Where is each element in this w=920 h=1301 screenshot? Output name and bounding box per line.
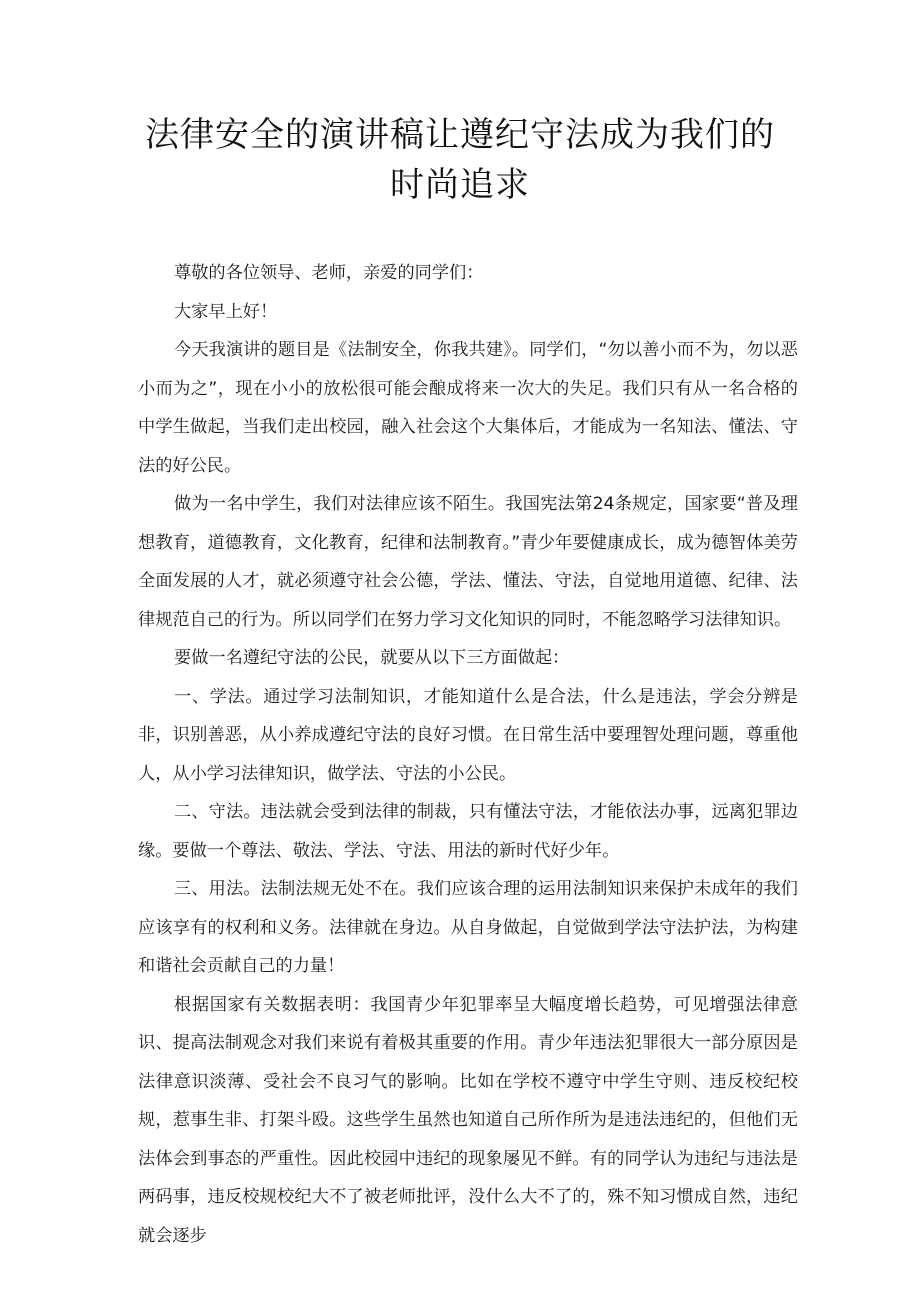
constitution-paragraph: 做为一名中学生，我们对法律应该不陌生。我国宪法第24条规定，国家要“普及理想教育，道德教育，文化教育，纪律和法制教育。”青少年要健康成长，成为德智体美劳全面发展的人才，就必须遵守社会公德，学法、懂法、守法，自觉地用道德、纪律、法律规范自己的行为。所以同学们在努力学习文化知识的同时，不能忽略学习法律知识。 xyxy=(138,494,798,630)
document-title-line-1: 法律安全的演讲稿让遵纪守法成为我们的 xyxy=(145,115,775,155)
learn-law-paragraph: 一、学法。通过学习法制知识，才能知道什么是合法，什么是违法，学会分辨是非，识别善恶，从小养成遵纪守法的良好习惯。在日常生活中要理智处理问题，尊重他人，从小学习法律知识，做学法、守法的小公民。 xyxy=(138,686,798,784)
three-aspects-paragraph: 要做一名遵纪守法的公民，就要从以下三方面做起： xyxy=(174,648,570,668)
use-law-paragraph: 三、用法。法制法规无处不在。我们应该合理的运用法制知识来保护未成年的我们应该享有的权利和义务。法律就在身边。从自身做起，自觉做到学法守法护法，为构建和谐社会贡献自己的力量！ xyxy=(138,879,798,976)
greeting-paragraph: 大家早上好！ xyxy=(174,301,278,322)
intro-paragraph: 今天我演讲的题目是《法制安全，你我共建》。同学们，“勿以善小而不为，勿以恶小而为之”，现在小小的放松很可能会酿成将来一次大的失足。我们只有从一名合格的中学生做起，当我们走出校园，融入社会这个大集体后，才能成为一名知法、懂法、守法的好公民。 xyxy=(138,340,798,476)
salutation-paragraph: 尊敬的各位领导、老师，亲爱的同学们： xyxy=(174,263,484,283)
document-title-line-2: 时尚追求 xyxy=(390,165,530,205)
obey-law-paragraph: 二、守法。违法就会受到法律的制裁，只有懂法守法，才能依法办事，远离犯罪边缘。要做一个尊法、敬法、学法、守法、用法的新时代好少年。 xyxy=(138,802,798,861)
statistics-paragraph: 根据国家有关数据表明：我国青少年犯罪率呈大幅度增长趋势，可见增强法律意识、提高法制观念对我们来说有着极其重要的作用。青少年违法犯罪很大一部分原因是法律意识淡薄、受社会不良习气的影响。比如在学校不遵守中学生守则、违反校纪校规，惹事生非、打架斗殴。这些学生虽然也知道自己所作所为是违法违纪的，但他们无法体会到事态的严重性。因此校园中违纪的现象屡见不鲜。有的同学认为违纪与违法是两码事，违反校规校纪大不了被老师批评，没什么大不了的，殊不知习惯成自然，违纪就会逐步 xyxy=(138,994,798,1246)
document-body xyxy=(138,254,798,1255)
